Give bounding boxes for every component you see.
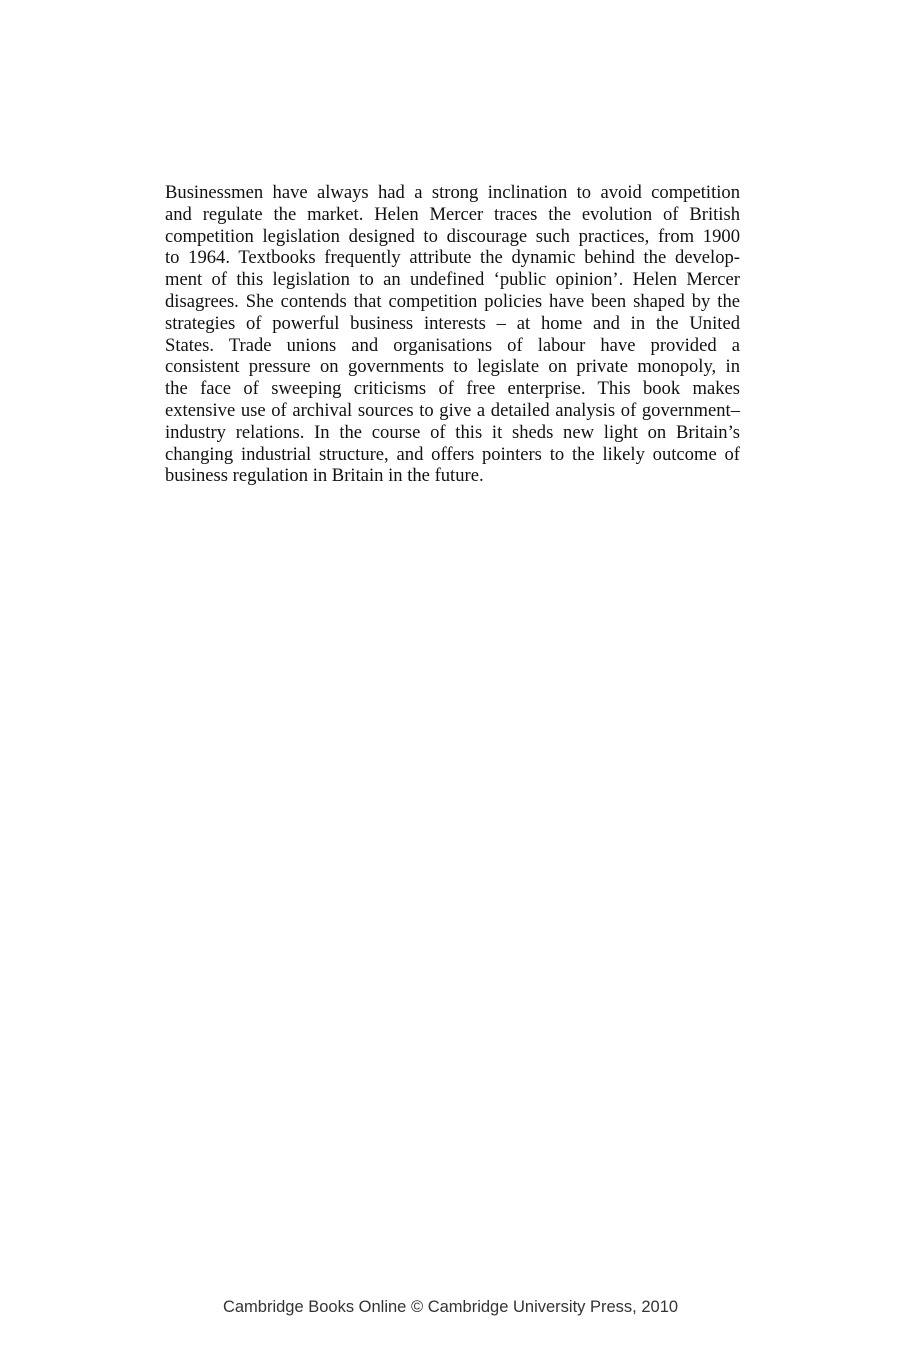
paragraph-line: the face of sweeping criticisms of free enterprise. This book makes — [165, 378, 740, 400]
paragraph-line: strategies of powerful business interests – at home and in the United — [165, 312, 740, 334]
copyright-footer: Cambridge Books Online © Cambridge University Press, 2010 — [222, 1298, 679, 1316]
paragraph-line: industry relations. In the course of this it sheds new light on Britain’s — [165, 421, 740, 443]
book-description-paragraph — [165, 182, 740, 487]
paragraph-line: disagrees. She contends that competition policies have been shaped by the — [165, 290, 740, 312]
paragraph-line: extensive use of archival sources to give a detailed analysis of government– — [165, 399, 740, 421]
paragraph-line: changing industrial structure, and offers pointers to the likely outcome of — [165, 443, 740, 465]
paragraph-line: business regulation in Britain in the future. — [165, 465, 484, 487]
paragraph-line: consistent pressure on governments to legislate on private monopoly, in — [165, 356, 740, 378]
paragraph-line: ment of this legislation to an undefined ‘public opinion’. Helen Mercer — [165, 269, 740, 291]
paragraph-line: and regulate the market. Helen Mercer traces the evolution of British — [165, 203, 740, 225]
paragraph-line: States. Trade unions and organisations of labour have provided a — [165, 334, 740, 356]
paragraph-line: Businessmen have always had a strong inclination to avoid competition — [165, 182, 740, 203]
paragraph-line: competition legislation designed to discourage such practices, from 1900 — [165, 225, 740, 247]
paragraph-line: to 1964. Textbooks frequently attribute the dynamic behind the develop- — [165, 247, 740, 269]
